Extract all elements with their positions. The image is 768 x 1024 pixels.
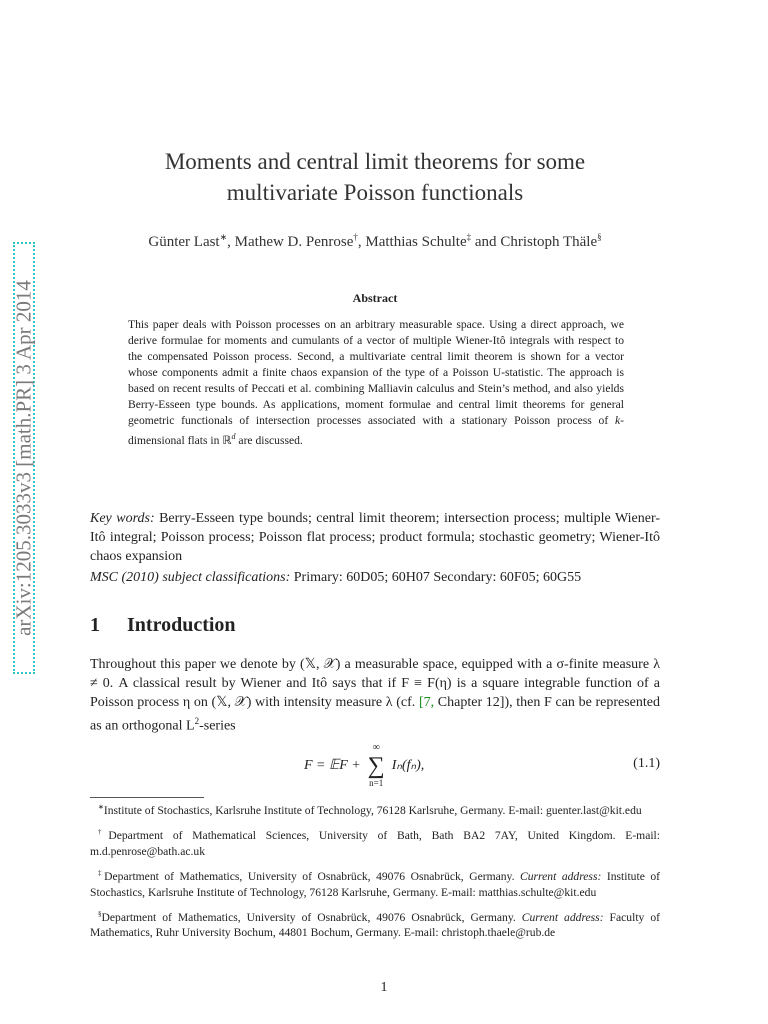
abstract-d: d <box>231 432 236 441</box>
abstract-part-c: are discussed. <box>235 433 303 447</box>
intro-text-3: -series <box>199 718 236 734</box>
footnote-text: Department of Mathematical Sciences, University of Bath, Bath BA2 7AY, United Kingdom. E-mail: m.d.penrose@bath.ac.uk <box>90 828 661 858</box>
footnote-italic: Current address: <box>520 869 602 883</box>
author-and: and <box>471 234 501 250</box>
footnote-text: Department of Mathematics, University of Osnabrück, 49076 Osnabrück, Germany. <box>104 869 521 883</box>
page-number: 1 <box>380 980 388 995</box>
author-mark: ∗ <box>219 232 228 242</box>
intro-text-1: Throughout this paper we denote by (𝕏, 𝒳) a measurable space, equipped with a σ-finite measure λ ≠ 0. A classical result by Wiener and Itô says that if F ≡ F(η) is a square integrable function of a Poisson process η on (𝕏, 𝒳) with intensity measure λ (cf. <box>90 657 660 710</box>
section-heading <box>90 614 660 637</box>
citation-link[interactable]: [7, <box>418 695 438 710</box>
author-list <box>70 232 680 251</box>
intro-paragraph <box>90 655 660 736</box>
footnote-text: Institute of Stochastics, Karlsruhe Institute of Technology, 76128 Karlsruhe, Germany. E-mail: guenter.last@kit.edu <box>103 803 642 817</box>
author-name: Matthias Schulte <box>365 234 467 250</box>
arxiv-identifier: arXiv:1205.3033v3 [math.PR] 3 Apr 2014 <box>11 280 36 636</box>
footnote-mark: § <box>98 909 102 918</box>
footnotes <box>90 799 660 946</box>
author-name: Mathew D. Penrose <box>234 234 354 250</box>
footnote <box>90 824 660 860</box>
msc-label: MSC (2010) subject classifications: <box>90 570 291 585</box>
equation-body <box>304 742 425 788</box>
abstract-heading: Abstract <box>352 291 398 305</box>
summation <box>364 742 388 788</box>
intro-superscript: 2 <box>194 716 200 726</box>
sum-symbol: ∑ <box>367 753 385 779</box>
author-name: Christoph Thäle <box>500 234 598 250</box>
author-separator: , <box>227 234 235 250</box>
footnote-italic: Current address: <box>521 910 604 924</box>
msc-classification <box>90 568 660 587</box>
footnote-text-2: Faculty of Mathematics, Ruhr University Bochum, 44801 Bochum, Germany. E-mail: christoph.thaele@rub.de <box>90 910 660 940</box>
equation-lhs: F = 𝔼F + <box>304 758 365 774</box>
abstract-part-b: -dimensional flats in ℝ <box>128 414 624 447</box>
abstract-part-a: This paper deals with Poisson processes on an arbitrary measurable space. Using a direct approach, we derive formulae for moments and cumulants of a vector of multiple Wiener-Itô integrals with respect to the compensated Poisson process. Second, a multivariate central limit theorem is shown for a vector whose components admit a finite chaos expansion of the type of a Poisson U-statistic. The approach is based on recent results of Peccati et al. combining Malliavin calculus and Stein’s method, and also yields Berry-Esseen type bounds. As applications, moment formulae and central limit theorems for general geometric functionals of intersection processes associated with a stationary Poisson process of <box>128 318 624 427</box>
section-title: Introduction <box>127 614 236 636</box>
footnote-text: Department of Mathematics, University of Osnabrück, 49076 Osnabrück, Germany. <box>101 910 522 924</box>
footnote-mark: † <box>98 827 109 836</box>
footnote-text-2: Institute of Stochastics, Karlsruhe Institute of Technology, 76128 Karlsruhe, Germany. E-mail: matthias.schulte@kit.edu <box>90 869 661 899</box>
sum-upper-limit: ∞ <box>372 742 380 753</box>
equation-rhs: Iₙ(fₙ), <box>391 758 425 774</box>
footnote-mark: ‡ <box>98 868 105 877</box>
footnote <box>90 799 660 819</box>
arxiv-stamp <box>13 242 35 674</box>
footnote-mark: ∗ <box>98 803 104 811</box>
section-number: 1 <box>90 614 100 636</box>
footnote <box>90 865 660 901</box>
keywords-text: Berry-Esseen type bounds; central limit theorem; intersection process; multiple Wiener-Itô integral; Poisson process; Poisson flat process; product formula; stochastic geometry; Wiener-Itô chaos expansion <box>90 511 660 564</box>
footnote <box>90 906 660 942</box>
title-line-1: Moments and central limit theorems for some <box>164 149 586 174</box>
sum-lower-limit: n=1 <box>369 778 384 788</box>
keywords-label: Key words: <box>90 511 155 526</box>
footnote-rule <box>90 797 204 798</box>
abstract-k: k <box>614 414 621 427</box>
title-line-2: multivariate Poisson functionals <box>226 180 524 205</box>
author-mark: ‡ <box>466 232 472 242</box>
equation-number: (1.1) <box>633 756 660 771</box>
author-separator: , <box>357 234 366 250</box>
msc-text: Primary: 60D05; 60H07 Secondary: 60F05; 60G55 <box>290 570 582 585</box>
keywords <box>90 509 660 566</box>
equation-1-1 <box>90 742 660 794</box>
author-mark: † <box>353 232 358 242</box>
paper-title <box>90 146 660 208</box>
author-mark: § <box>597 232 602 242</box>
author-name: Günter Last <box>148 234 220 250</box>
abstract-text <box>128 317 624 449</box>
intro-text-2: Chapter 12]), then F can be represented as an orthogonal L <box>90 695 660 734</box>
